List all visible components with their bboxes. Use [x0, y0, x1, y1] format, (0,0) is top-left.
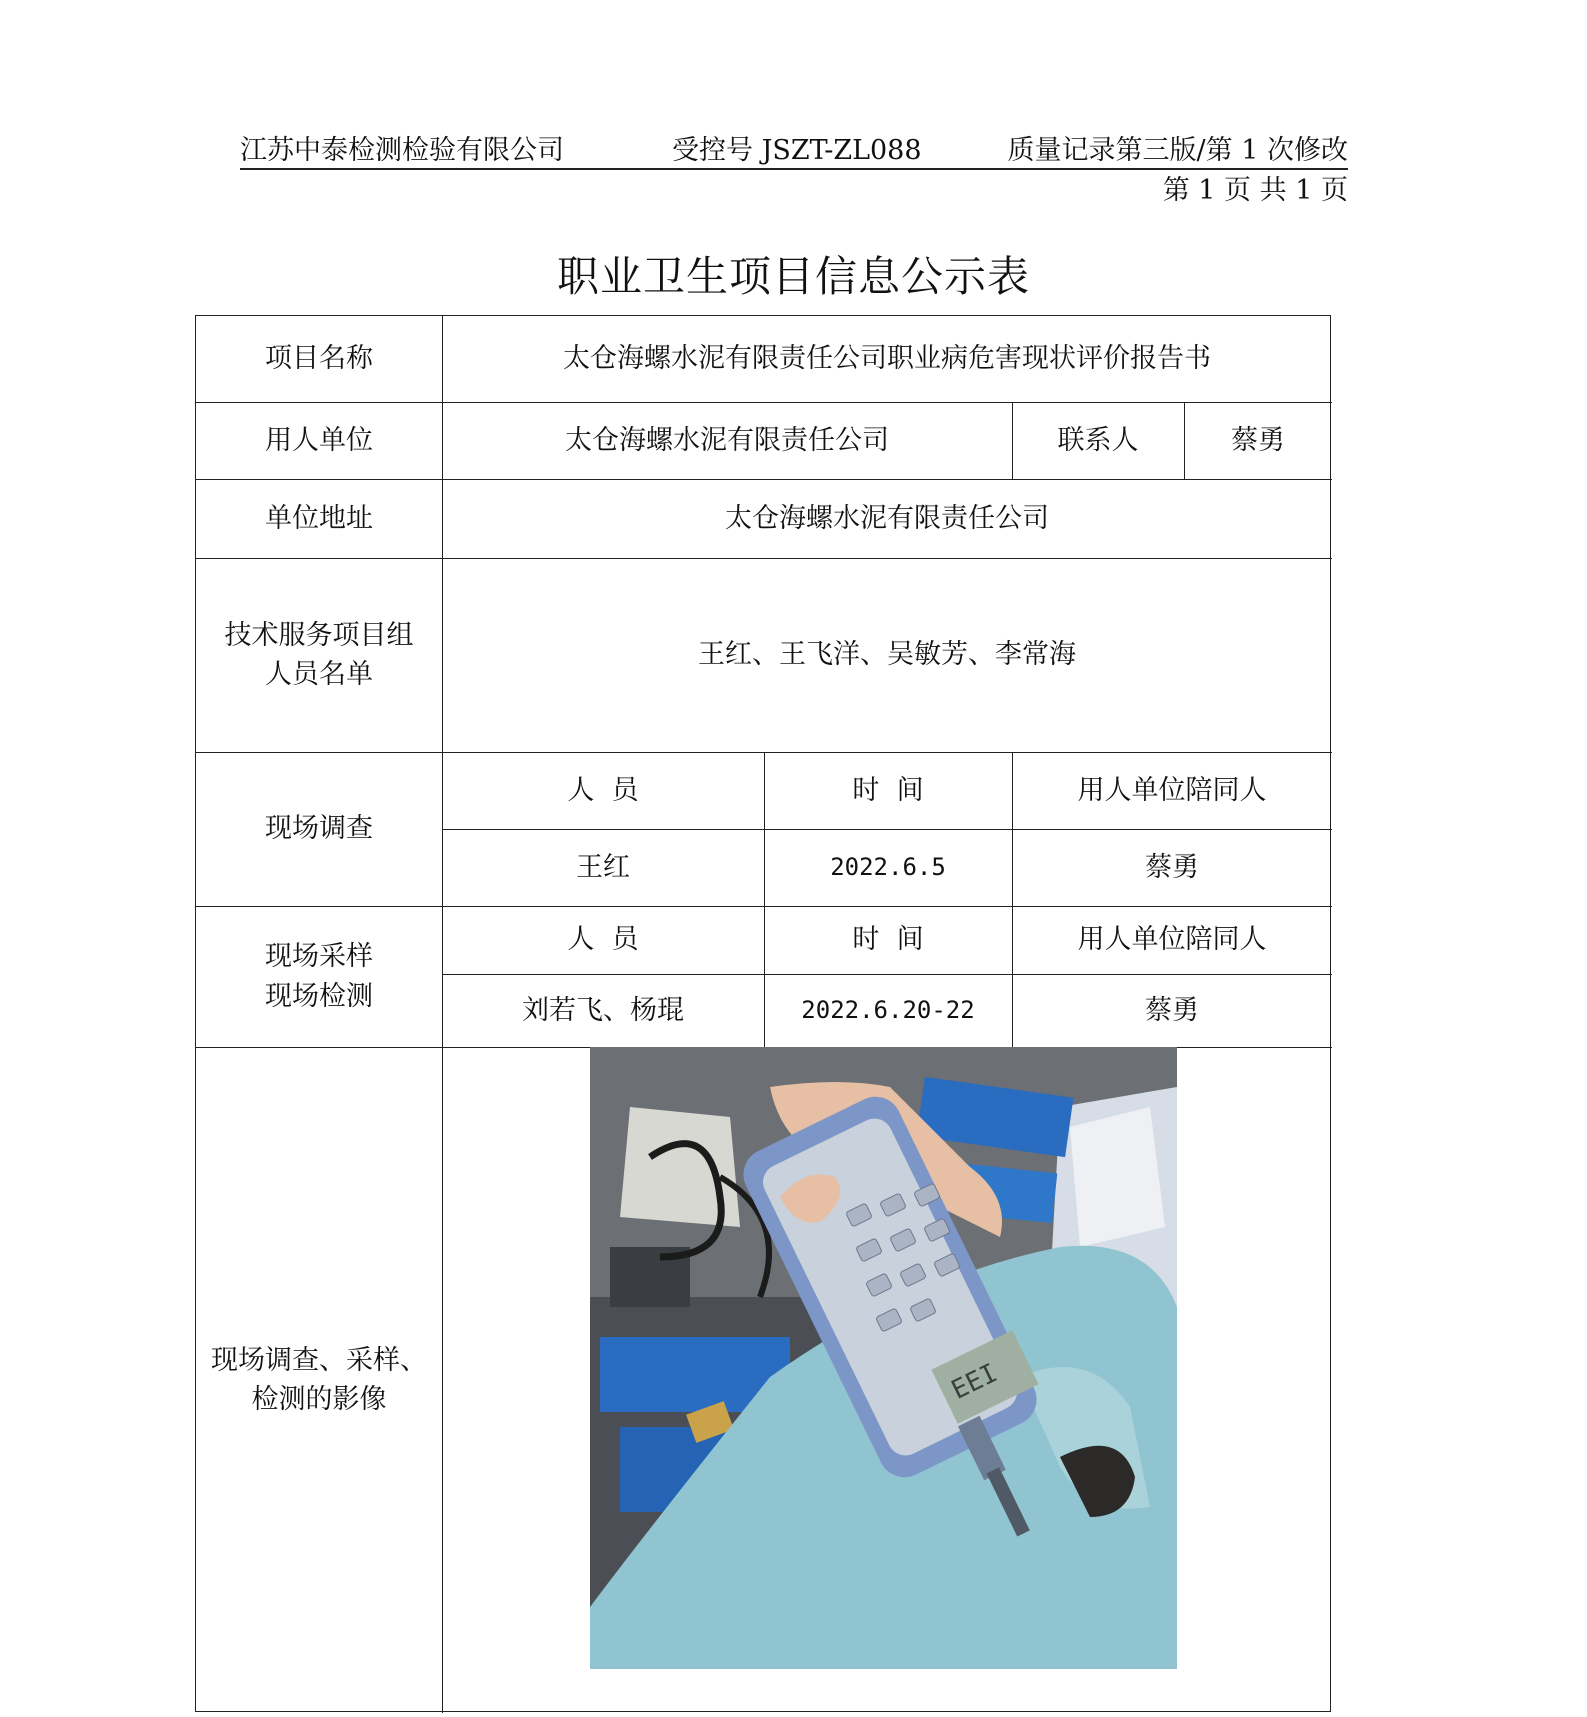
team-label-line2: 人员名单: [265, 659, 373, 690]
sampling-label-line1: 现场采样: [265, 941, 373, 973]
team-label-line1: 技术服务项目组: [224, 619, 414, 651]
survey-time: 2022.6.5: [830, 853, 946, 882]
team-members: 王红、王飞洋、吴敏芳、李常海: [698, 639, 1076, 671]
site-photo: [590, 1047, 1177, 1669]
sampling-col-escort: 用人单位陪同人: [1077, 924, 1267, 956]
sampling-label: [196, 906, 442, 1047]
project-name-value: 太仓海螺水泥有限责任公司职业病危害现状评价报告书: [563, 343, 1211, 375]
survey-col-time: 时 间: [852, 774, 924, 806]
survey-label: 现场调查: [265, 813, 373, 845]
sampling-escort: 蔡勇: [1145, 994, 1199, 1026]
document-header: [240, 124, 1348, 170]
employer-label: 用人单位: [265, 424, 373, 456]
sampling-time: 2022.6.20-22: [801, 996, 975, 1025]
survey-person: 王红: [576, 851, 630, 883]
sampling-col-time: 时 间: [852, 924, 924, 956]
meter-display-reading: EEI: [946, 1358, 1003, 1406]
sampling-label-line2: 现场检测: [265, 980, 373, 1012]
team-label: [196, 558, 442, 752]
sampling-col-person: 人 员: [567, 924, 639, 956]
site-photo-drawing: [590, 1047, 1177, 1669]
address-value: 太仓海螺水泥有限责任公司: [725, 502, 1049, 534]
header-company: 江苏中泰检测检验有限公司: [240, 135, 564, 166]
images-label-line1: 现场调查、采样、: [211, 1344, 427, 1376]
survey-escort: 蔡勇: [1145, 851, 1199, 883]
contact-label: 联系人: [1057, 424, 1139, 456]
project-name-label: 项目名称: [265, 343, 373, 375]
survey-col-escort: 用人单位陪同人: [1077, 774, 1267, 806]
address-label: 单位地址: [265, 502, 373, 534]
images-label-line2: 检测的影像: [251, 1384, 387, 1415]
header-control-number: 受控号 JSZT-ZL088: [672, 135, 922, 166]
survey-col-person: 人 员: [567, 774, 639, 806]
page-title: 职业卫生项目信息公示表: [556, 252, 1030, 301]
header-record-version: 质量记录第三版/第 1 次修改: [1007, 135, 1348, 166]
images-label: [196, 1047, 442, 1713]
contact-value: 蔡勇: [1231, 424, 1285, 456]
employer-value: 太仓海螺水泥有限责任公司: [565, 424, 889, 456]
sampling-person: 刘若飞、杨琨: [522, 994, 684, 1026]
page-number: 第 1 页 共 1 页: [1162, 175, 1348, 206]
